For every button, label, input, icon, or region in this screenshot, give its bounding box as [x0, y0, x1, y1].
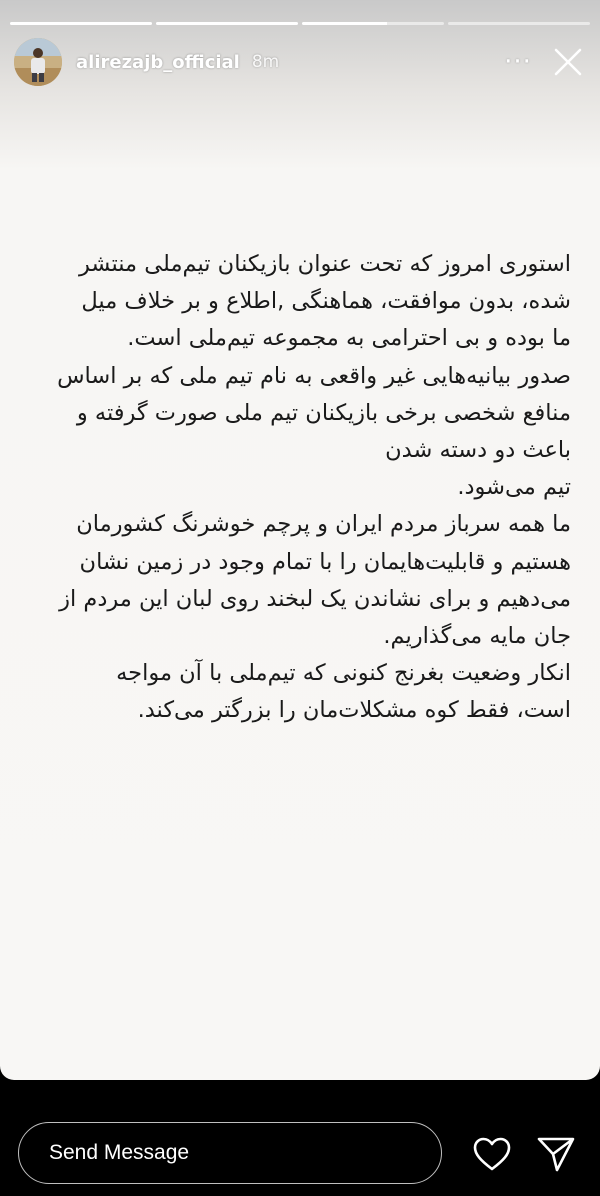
avatar-image — [14, 38, 62, 86]
username[interactable]: alirezajb_official — [76, 51, 240, 73]
story-paragraph-1: استوری امروز که تحت عنوان بازیکنان تیم‌ملی منتشر شده، بدون موافقت، هماهنگی ,اطلاع و بر خلاف میل ما بوده و بی احترامی به مجموعه تیم‌ملی است. — [78, 251, 571, 352]
story-paragraph-2: صدور بیانیه‌هایی غیر واقعی به نام تیم ملی که بر اساس منافع شخصی برخی بازیکنان تیم ملی صورت گرفته و باعث دو دسته شدن — [57, 362, 571, 464]
story-header — [14, 38, 588, 86]
story-paragraph-4: ما همه سرباز مردم ایران و پرچم خوشرنگ کشورمان هستیم و قابلیت‌هایمان را با تمام وجود در زمین نشان می‌دهیم و برای نشاندن یک لبخند روی لبان این مردم از جان مایه می‌گذاریم. — [59, 511, 571, 650]
progress-segment-current — [302, 22, 444, 25]
story-text — [56, 246, 571, 730]
heart-icon[interactable] — [472, 1136, 512, 1172]
more-label: ··· — [504, 47, 532, 77]
send-message-input[interactable] — [18, 1122, 442, 1184]
story-progress-bar — [10, 22, 590, 25]
close-icon[interactable] — [548, 42, 588, 82]
story-paragraph-5: انکار وضعیت بغرنج کنونی که تیم‌ملی با آن مواجه است، فقط کوه مشکلات‌مان را بزرگتر می‌کند. — [116, 660, 571, 724]
close-icon-glyph — [553, 47, 583, 77]
story-footer — [0, 1080, 600, 1196]
progress-segment — [156, 22, 298, 25]
more-icon[interactable] — [498, 42, 538, 82]
progress-segment — [10, 22, 152, 25]
paper-plane-icon[interactable] — [536, 1135, 576, 1173]
send-message-placeholder: Send Message — [49, 1141, 190, 1164]
story-paragraph-3: تیم می‌شود. — [457, 474, 571, 501]
faint-watermark — [180, 214, 420, 228]
story-timestamp: 8m — [251, 52, 280, 72]
avatar[interactable] — [14, 38, 62, 86]
progress-segment — [448, 22, 590, 25]
